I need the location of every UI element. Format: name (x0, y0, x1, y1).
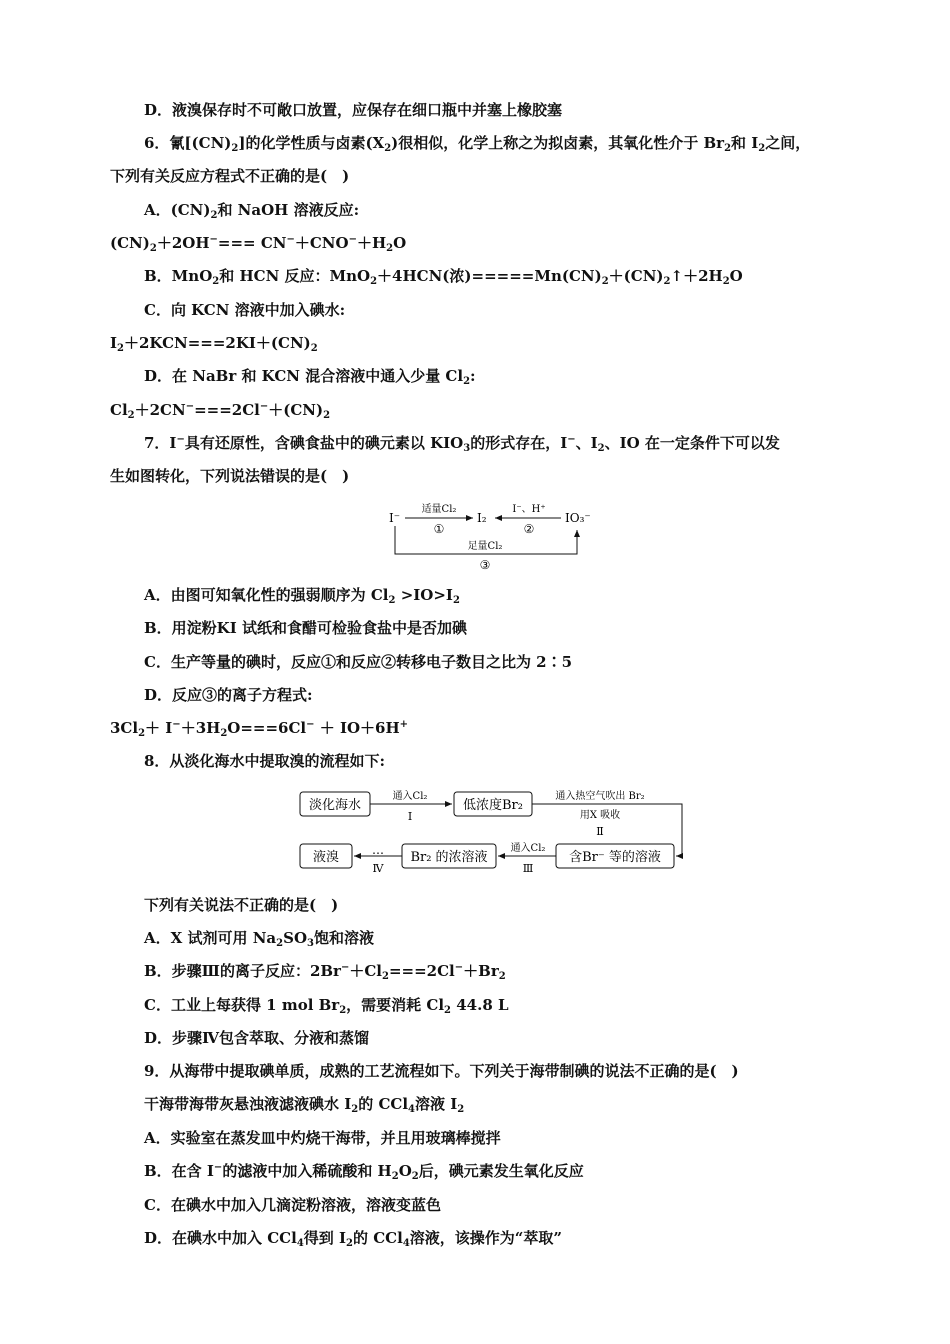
q6-option-d: D．在 NaBr 和 KCN 混合溶液中通入少量 $Cl_2$: (144, 367, 476, 387)
q8-question: 下列有关说法不正确的是( ) (144, 896, 339, 914)
step-1-label: 通入Cl₂ (392, 791, 428, 802)
q9-option-a: A．实验室在蒸发皿中灼烧干海带，并且用玻璃棒搅拌 (144, 1129, 501, 1147)
q7-option-d: D．反应③的离子方程式: (144, 686, 313, 704)
step-1-number: Ⅰ (407, 810, 413, 823)
q6-stem-line2: 下列有关反应方程式不正确的是( ) (110, 167, 350, 185)
q9-option-b: B．在含 I−的滤液中加入稀硫酸和 $H_2O_2$后，碘元素发生氧化反应 (144, 1162, 584, 1182)
q9-flow: 干海带海带灰悬浊液滤液碘水 $I_2$的 CCl$_4$溶液 $I_2$ (144, 1095, 465, 1115)
q6-option-b: B．MnO$_2$和 HCN 反应：MnO$_2$＋4HCN(浓)$=====Mn(CN)_2+(CN)_2↑+2H_2O$ (144, 267, 743, 287)
q7-option-c: C．生产等量的碘时，反应①和反应②转移电子数目之比为 2∶5 (144, 653, 573, 671)
q7-option-b: B．用淀粉KI 试纸和食醋可检验食盐中是否加碘 (144, 619, 467, 637)
arrow-1-number: ① (433, 522, 445, 536)
step-4-label: … (372, 843, 384, 857)
q7-option-d-equation: $3Cl_2+ I^-+3H_2O===6Cl^- + IO+6H^+$ (110, 719, 409, 739)
q9-option-d: D．在碘水中加入 CCl$_4$得到 $I_2$的 CCl$_4$溶液，该操作为“萃取” (144, 1229, 563, 1249)
step-2-label: 通入热空气吹出 Br₂ (555, 791, 645, 802)
q7-stem: 7．I−具有还原性，含碘食盐中的碘元素以 $KIO_3$的形式存在，I−、$I_2$、IO 在一定条件下可以发 (144, 434, 780, 454)
q8-option-a: A．X 试剂可用 $Na_2SO_3$饱和溶液 (144, 929, 375, 949)
arrow-3-number: ③ (479, 558, 491, 572)
q6-stem: 6．氰$[(CN)_2]$的化学性质与卤素$(X_2)$很相似，化学上称之为拟卤素，其氧化性介于 $Br_2$和 $I_2$之间， (144, 134, 811, 154)
node-iodide: I⁻ (389, 511, 401, 525)
q8-stem: 8．从淡化海水中提取溴的流程如下: (144, 752, 385, 770)
q9-stem: 9．从海带中提取碘单质，成熟的工艺流程如下。下列关于海带制碘的说法不正确的是( ) (144, 1062, 739, 1080)
step-3-number: Ⅲ (522, 862, 534, 875)
q5-option-d: D．液溴保存时不可敞口放置，应保存在细口瓶中并塞上橡胶塞 (144, 101, 563, 119)
step-2-number: Ⅱ (596, 825, 604, 838)
arrow-1-label: 适量Cl₂ (421, 504, 457, 515)
q7-stem-line2: 生如图转化，下列说法错误的是( ) (110, 467, 350, 485)
arrow-3-label: 足量Cl₂ (467, 541, 503, 552)
node-iodate: IO₃⁻ (565, 511, 591, 525)
q6-option-c: C．向 KCN 溶液中加入碘水: (144, 301, 346, 319)
q8-option-c: C．工业上每获得 1 mol $Br_2$，需要消耗 $Cl_2$ 44.8 L (144, 996, 509, 1016)
step-3-label: 通入Cl₂ (510, 843, 546, 854)
q9-option-c: C．在碘水中加入几滴淀粉溶液，溶液变蓝色 (144, 1196, 441, 1214)
step-2-sublabel: 用X 吸收 (579, 810, 621, 821)
box-desalinated-seawater-text: 淡化海水 (308, 798, 362, 813)
arrow-2-label: I⁻、H⁺ (512, 504, 546, 515)
step-4-number: Ⅳ (372, 862, 384, 875)
box-liquid-bromine-text: 液溴 (312, 850, 340, 865)
q6-option-a-equation: $(CN)_2+2OH^-=== CN^-+CNO^-+H_2O$ (110, 234, 407, 254)
box-concentrated-bromine-text: Br₂ 的浓溶液 (410, 850, 488, 865)
box-bromide-solution-text: 含Br⁻ 等的溶液 (569, 850, 661, 865)
q6-option-a: A．$(CN)_2$和 NaOH 溶液反应: (144, 201, 360, 221)
node-iodine: I₂ (477, 511, 487, 525)
bromine-extraction-flowchart (296, 782, 691, 882)
q8-option-b: B．步骤Ⅲ的离子反应：$2Br^-+Cl_2===2Cl^-+Br_2$ (144, 962, 506, 982)
iodine-conversion-diagram (385, 496, 605, 574)
arrow-2-number: ② (523, 522, 535, 536)
box-low-bromine-text: 低浓度Br₂ (463, 798, 523, 813)
q7-option-a: A．由图可知氧化性的强弱顺序为 $Cl_2 >IO>I_2$ (144, 586, 460, 606)
q6-option-c-equation: $I_2+2KCN===2KI+(CN)_2$ (110, 334, 318, 354)
q8-option-d: D．步骤Ⅳ包含萃取、分液和蒸馏 (144, 1029, 370, 1047)
q6-option-d-equation: $Cl_2+2CN^-===2Cl^-+(CN)_2$ (110, 401, 331, 421)
